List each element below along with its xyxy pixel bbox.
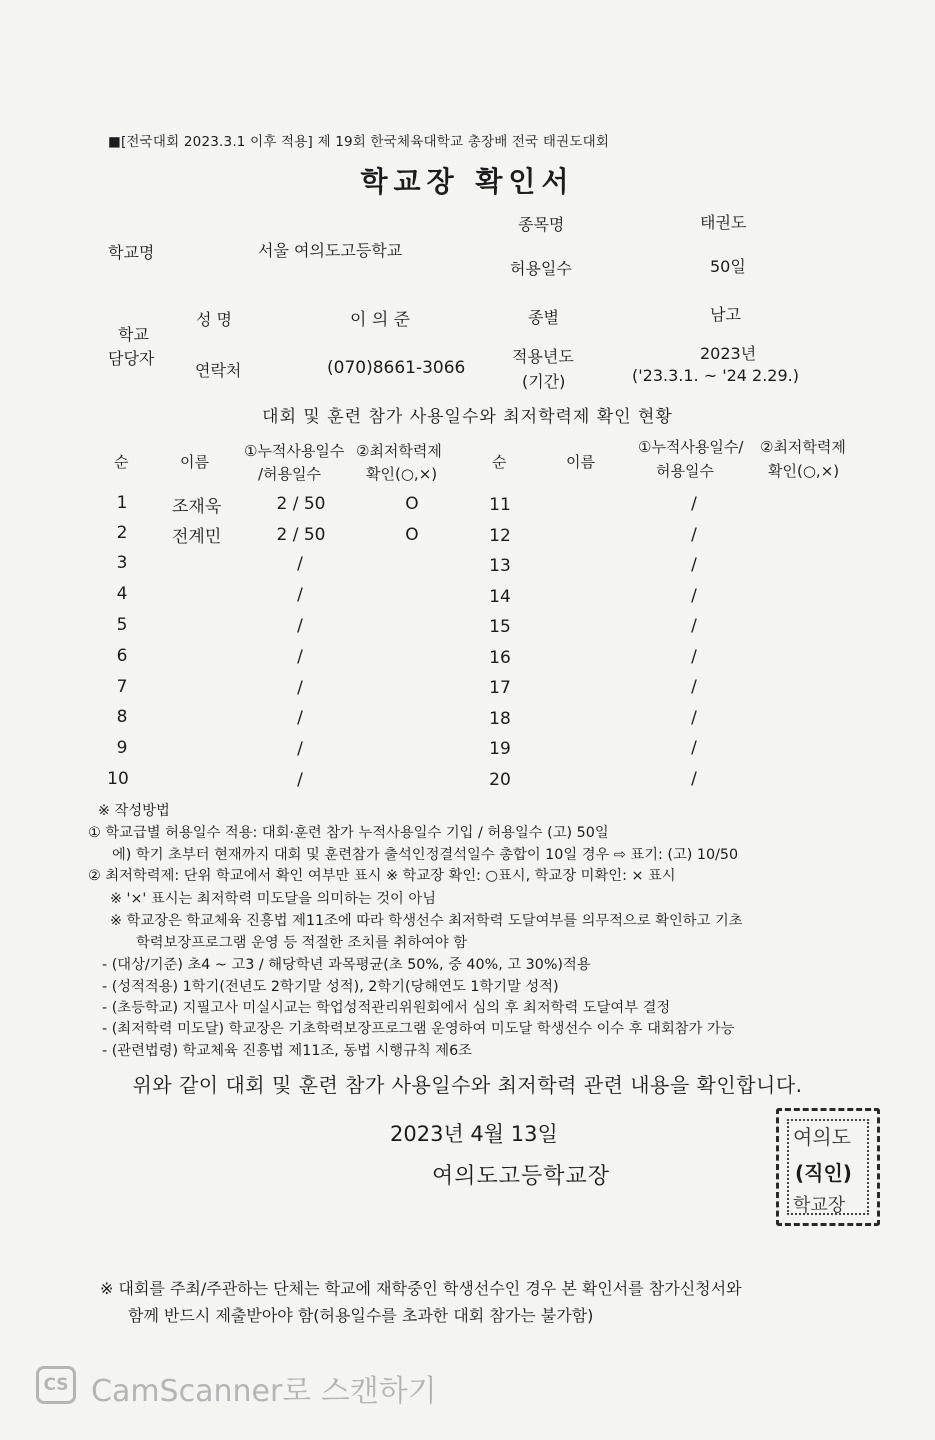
method-line-9: - (초등학교) 지필고사 미실시교는 학업성적관리위원회에서 심의 후 최저학력 도달여부 결정 — [102, 1000, 671, 1016]
period-value: ('23.3.1. ~ '24 2.29.) — [632, 366, 799, 385]
header-no-right: 순 — [492, 453, 507, 471]
row-1-check: O — [405, 494, 419, 514]
name-label: 성 명 — [196, 310, 232, 329]
header-check-right-2: 확인(○,×) — [768, 462, 840, 480]
row-17-no: 17 — [489, 678, 511, 698]
confirmation-text: 위와 같이 대회 및 훈련 참가 사용일수와 최저학력 관련 내용을 확인합니다. — [132, 1073, 803, 1097]
row-4-no: 4 — [116, 584, 128, 604]
camscanner-logo-icon: CS — [36, 1366, 76, 1404]
contact-value: (070)8661-3066 — [327, 358, 466, 378]
name-value: 이 의 준 — [350, 310, 411, 330]
method-line-2: 에) 학기 초부터 현재까지 대회 및 훈련참가 출석인정결석일수 총합이 10일 경우 ⇨ 표기: (고) 10/50 — [112, 847, 739, 863]
school-value: 서울 여의도고등학교 — [258, 241, 403, 260]
footer-note-line-1: ※ 대회를 주최/주관하는 단체는 학교에 재학중인 학생선수인 경우 본 확인서를 참가신청서와 — [100, 1279, 742, 1298]
principal-name: 여의도고등학교장 — [432, 1164, 611, 1189]
event-label: 종목명 — [518, 215, 565, 234]
header-name-right: 이름 — [566, 453, 595, 471]
row-1-name: 조재욱 — [172, 497, 222, 517]
method-line-8: - (성적적용) 1학기(전년도 2학기말 성적), 2학기(당해연도 1학기말 성적) — [102, 979, 559, 995]
row-16-days: / — [691, 647, 697, 667]
row-15-days: / — [691, 616, 697, 636]
row-20-days: / — [691, 769, 697, 789]
row-10-no: 10 — [107, 769, 129, 789]
row-1-days: 2 / 50 — [276, 494, 326, 514]
row-19-no: 19 — [489, 739, 511, 759]
allowed-days-label: 허용일수 — [510, 259, 572, 278]
manager-label-2: 담당자 — [108, 349, 155, 368]
row-12-days: / — [691, 525, 697, 545]
year-value: 2023년 — [700, 344, 757, 363]
header-line: ■[전국대회 2023.3.1 이후 적용] 제 19회 한국체육대학교 총장배 전국 태권도대회 — [108, 134, 610, 150]
row-14-no: 14 — [489, 587, 511, 607]
contact-label: 연락처 — [195, 361, 242, 380]
header-days-left-2: /허용일수 — [258, 465, 322, 483]
method-line-11: - (관련법령) 학교체육 진흥법 제11조, 동법 시행규칙 제6조 — [102, 1043, 472, 1059]
row-16-no: 16 — [489, 648, 511, 668]
year-label: 적용년도 — [512, 347, 574, 366]
row-20-no: 20 — [489, 770, 511, 790]
row-5-days: / — [297, 616, 303, 636]
row-13-days: / — [691, 555, 697, 575]
category-label: 종별 — [528, 308, 559, 327]
row-7-no: 7 — [116, 677, 128, 697]
header-days-left-1: ①누적사용일수 — [244, 442, 345, 460]
method-line-10: - (최저학력 미도달) 학교장은 기초학력보장프로그램 운영하여 미도달 학생선수 이수 후 대회참가 가능 — [102, 1021, 735, 1037]
row-11-no: 11 — [489, 495, 511, 515]
row-7-days: / — [297, 678, 303, 698]
row-2-name: 전계민 — [172, 527, 222, 547]
period-label: (기간) — [522, 372, 566, 391]
row-9-days: / — [297, 739, 303, 759]
row-19-days: / — [691, 738, 697, 758]
seal-stamp-bottom: 학교장 — [793, 1195, 846, 1216]
row-4-days: / — [297, 585, 303, 605]
row-2-days: 2 / 50 — [276, 525, 326, 545]
issue-date: 2023년 4월 13일 — [390, 1122, 558, 1146]
method-line-4: ※ '×' 표시는 최저학력 미도달을 의미하는 것이 아님 — [110, 891, 437, 907]
page-title: 학교장 확인서 — [360, 165, 575, 198]
table-subtitle: 대회 및 훈련 참가 사용일수와 최저학력제 확인 현황 — [262, 407, 673, 427]
row-18-days: / — [691, 708, 697, 728]
allowed-days-value: 50일 — [710, 257, 746, 276]
header-check-left-1: ②최저학력제 — [356, 442, 442, 460]
row-3-days: / — [297, 554, 303, 574]
row-12-no: 12 — [489, 526, 511, 546]
footer-note-line-2: 함께 반드시 제출받아야 함(허용일수를 초과한 대회 참가는 불가함) — [128, 1306, 594, 1325]
row-2-no: 2 — [116, 523, 128, 543]
row-15-no: 15 — [489, 617, 511, 637]
seal-stamp-top: 여의도 — [793, 1125, 851, 1149]
row-10-days: / — [297, 770, 303, 790]
method-line-5: ※ 학교장은 학교체육 진흥법 제11조에 따라 학생선수 최저학력 도달여부를 의무적으로 확인하고 기초 — [110, 913, 743, 929]
row-14-days: / — [691, 586, 697, 606]
watermark-text: CamScanner로 스캔하기 — [91, 1374, 437, 1409]
row-5-no: 5 — [116, 615, 128, 635]
row-1-no: 1 — [116, 493, 128, 513]
header-days-right-1: ①누적사용일수/ — [638, 438, 744, 456]
seal-label: (직인) — [793, 1157, 854, 1186]
header-no-left: 순 — [114, 453, 129, 471]
method-line-6: 학력보장프로그램 운영 등 적절한 조치를 취하여야 함 — [136, 935, 468, 951]
row-6-days: / — [297, 647, 303, 667]
header-days-right-2: 허용일수 — [656, 462, 714, 480]
method-line-1: ① 학교급별 허용일수 적용: 대회·훈련 참가 누적사용일수 기입 / 허용일수 (고) 50일 — [88, 825, 609, 841]
row-9-no: 9 — [116, 738, 128, 758]
event-value: 태권도 — [700, 213, 747, 232]
method-line-3: ② 최저학력제: 단위 학교에서 확인 여부만 표시 ※ 학교장 확인: ○표시, 학교장 미확인: × 표시 — [88, 868, 676, 884]
row-18-no: 18 — [489, 709, 511, 729]
header-name-left: 이름 — [180, 453, 209, 471]
row-8-days: / — [297, 708, 303, 728]
method-heading: ※ 작성방법 — [98, 803, 170, 819]
manager-label-1: 학교 — [118, 325, 149, 344]
row-3-no: 3 — [116, 553, 128, 573]
category-value: 남고 — [710, 305, 741, 324]
row-6-no: 6 — [116, 646, 128, 666]
header-check-right-1: ②최저학력제 — [760, 438, 846, 456]
row-17-days: / — [691, 677, 697, 697]
school-label: 학교명 — [108, 243, 155, 262]
row-11-days: / — [691, 494, 697, 514]
header-check-left-2: 확인(○,×) — [366, 465, 438, 483]
row-13-no: 13 — [489, 556, 511, 576]
row-2-check: O — [405, 525, 419, 545]
method-line-7: - (대상/기준) 초4 ~ 고3 / 해당학년 과목평균(초 50%, 중 40%, 고 30%)적용 — [102, 957, 591, 973]
row-8-no: 8 — [116, 707, 128, 727]
official-seal — [776, 1108, 880, 1226]
